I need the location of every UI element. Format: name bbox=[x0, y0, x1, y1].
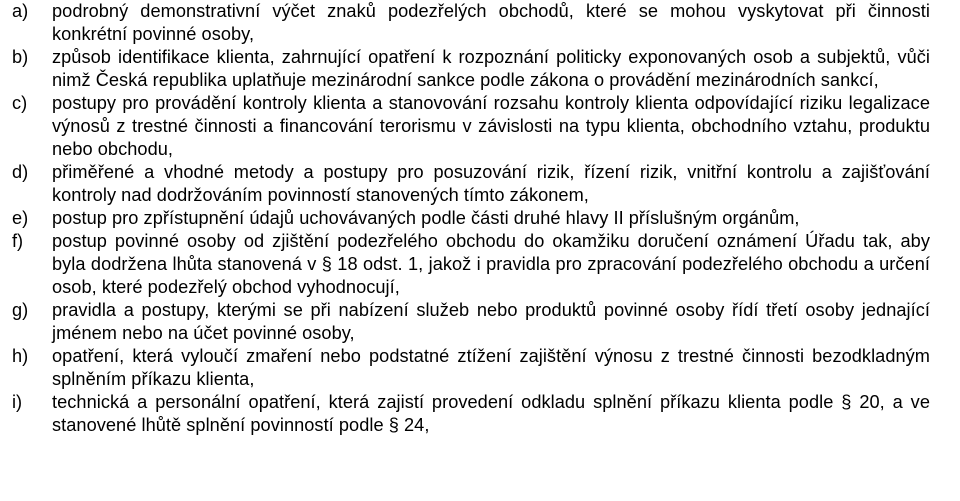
item-text: postup povinné osoby od zjištění podezřelého obchodu do okamžiku doručení oznámení Úřadu tak, aby byla dodržena lhůta stanovená v § 18 odst. 1, jakož i pravidla pro zpracování podezřelého obchodu a určení osob, které podezřelý obchod vyhodnocují, bbox=[52, 231, 930, 297]
list-item-d bbox=[0, 161, 960, 207]
item-marker: a) bbox=[12, 1, 29, 21]
item-text: způsob identifikace klienta, zahrnující opatření k rozpoznání politicky exponovaných osob a subjektů, vůči nimž Česká republika uplatňuje mezinárodní sankce podle zákona o provádění mezinárodních sankcí, bbox=[52, 47, 930, 90]
item-text: technická a personální opatření, která zajistí provedení odkladu splnění příkazu klienta podle § 20, a ve stanovené lhůtě splnění povinností podle § 24, bbox=[52, 392, 930, 435]
list-item-b bbox=[0, 46, 960, 92]
list-item-h bbox=[0, 345, 960, 391]
list-item-i bbox=[0, 391, 960, 437]
list-item-a bbox=[0, 0, 960, 46]
item-marker: b) bbox=[12, 47, 29, 67]
item-text: podrobný demonstrativní výčet znaků podezřelých obchodů, které se mohou vyskytovat při činnosti konkrétní povinné osoby, bbox=[52, 1, 930, 44]
list-item-g bbox=[0, 299, 960, 345]
item-marker: e) bbox=[12, 208, 29, 228]
list-item-c bbox=[0, 92, 960, 161]
item-text: opatření, která vyloučí zmaření nebo podstatné ztížení zajištění výnosu z trestné činnosti bezodkladným splněním příkazu klienta, bbox=[52, 346, 930, 389]
item-marker: g) bbox=[12, 300, 29, 320]
item-text: pravidla a postupy, kterými se při nabízení služeb nebo produktů povinné osoby řídí třetí osoby jednající jménem nebo na účet povinné osoby, bbox=[52, 300, 930, 343]
item-text: postupy pro provádění kontroly klienta a stanovování rozsahu kontroly klienta odpovídající riziku legalizace výnosů z trestné činnosti a financování terorismu v závislosti na typu klienta, obchodního vztahu, produktu nebo obchodu, bbox=[52, 93, 930, 159]
item-text: přiměřené a vhodné metody a postupy pro posuzování rizik, řízení rizik, vnitřní kontrolu a zajišťování kontroly nad dodržováním povinností stanovených tímto zákonem, bbox=[52, 162, 930, 205]
item-marker: f) bbox=[12, 231, 24, 251]
item-marker: d) bbox=[12, 162, 29, 182]
list-item-e bbox=[0, 207, 960, 230]
item-marker: c) bbox=[12, 93, 28, 113]
item-marker: h) bbox=[12, 346, 29, 366]
item-marker: i) bbox=[12, 392, 23, 412]
item-text: postup pro zpřístupnění údajů uchovávaných podle části druhé hlavy II příslušným orgánům, bbox=[52, 208, 800, 228]
list-item-f bbox=[0, 230, 960, 299]
